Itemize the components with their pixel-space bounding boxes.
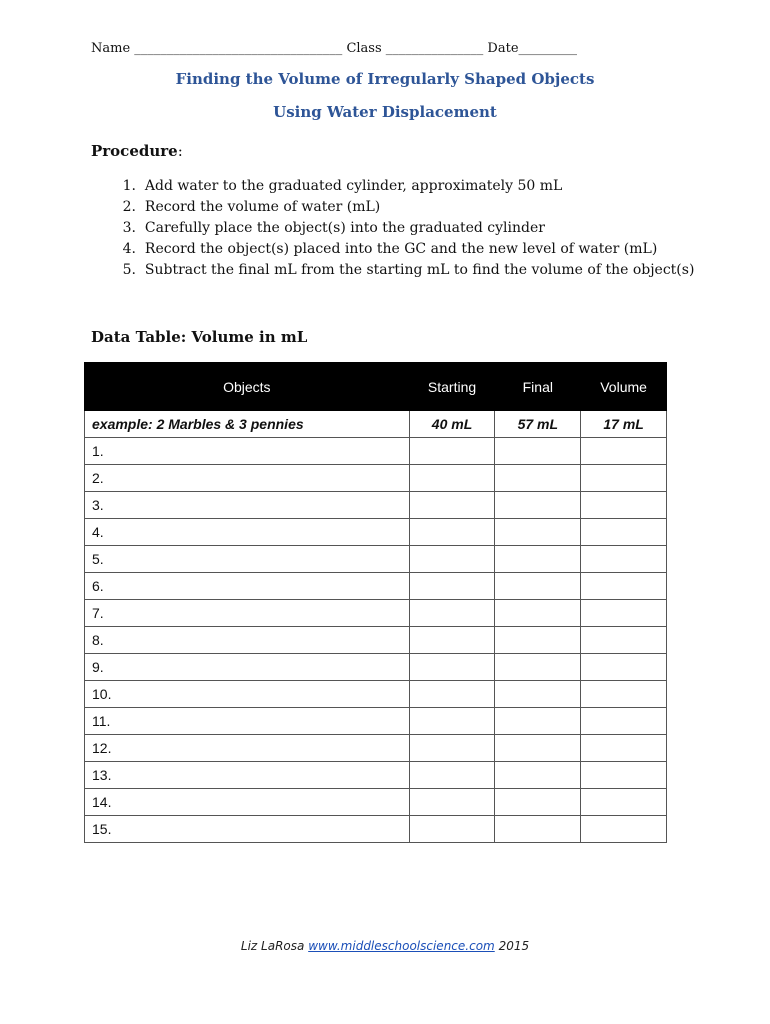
final-cell[interactable]	[495, 465, 581, 492]
step-number: 2.	[122, 199, 136, 215]
object-cell: 9.	[85, 654, 410, 681]
final-cell[interactable]	[495, 735, 581, 762]
starting-cell[interactable]	[409, 735, 495, 762]
final-cell[interactable]	[495, 816, 581, 843]
step-number: 1.	[122, 178, 136, 194]
final-cell[interactable]	[495, 546, 581, 573]
table-row	[85, 681, 667, 708]
volume-cell[interactable]	[581, 654, 667, 681]
volume-cell[interactable]	[581, 573, 667, 600]
object-cell: 5.	[85, 546, 410, 573]
starting-cell[interactable]	[409, 465, 495, 492]
footer-year: 2015	[498, 939, 530, 953]
column-header-starting: Starting	[409, 363, 495, 411]
name-label: Name	[91, 41, 131, 56]
final-cell[interactable]	[495, 492, 581, 519]
object-cell: 2.	[85, 465, 410, 492]
footer-credit	[0, 939, 770, 953]
volume-cell[interactable]	[581, 762, 667, 789]
starting-cell[interactable]	[409, 681, 495, 708]
data-table-heading: Data Table: Volume in mL	[91, 328, 308, 346]
date-label: Date	[487, 41, 519, 56]
object-cell: 11.	[85, 708, 410, 735]
table-row	[85, 627, 667, 654]
starting-cell[interactable]	[409, 546, 495, 573]
table-row	[85, 600, 667, 627]
procedure-step	[91, 176, 694, 197]
final-cell[interactable]	[495, 789, 581, 816]
table-row	[85, 573, 667, 600]
example-row	[85, 411, 667, 438]
column-header-final: Final	[495, 363, 581, 411]
final-cell[interactable]	[495, 627, 581, 654]
table-row	[85, 654, 667, 681]
starting-cell[interactable]	[409, 708, 495, 735]
step-text: Add water to the graduated cylinder, approximately 50 mL	[144, 178, 563, 194]
procedure-step	[91, 260, 694, 281]
step-text: Carefully place the object(s) into the graduated cylinder	[144, 220, 545, 236]
table-row	[85, 465, 667, 492]
procedure-heading-text: Procedure	[91, 142, 178, 160]
starting-cell[interactable]	[409, 573, 495, 600]
table-row	[85, 762, 667, 789]
footer-author: Liz LaRosa	[240, 939, 305, 953]
column-header-objects: Objects	[85, 363, 410, 411]
object-cell: 7.	[85, 600, 410, 627]
volume-cell[interactable]	[581, 465, 667, 492]
volume-cell[interactable]	[581, 600, 667, 627]
example-volume: 17 mL	[581, 411, 667, 438]
example-final: 57 mL	[495, 411, 581, 438]
starting-cell[interactable]	[409, 519, 495, 546]
student-info-line	[91, 41, 577, 56]
volume-cell[interactable]	[581, 681, 667, 708]
starting-cell[interactable]	[409, 789, 495, 816]
starting-cell[interactable]	[409, 627, 495, 654]
starting-cell[interactable]	[409, 816, 495, 843]
final-cell[interactable]	[495, 654, 581, 681]
data-table	[84, 362, 667, 843]
procedure-step	[91, 218, 694, 239]
final-cell[interactable]	[495, 519, 581, 546]
step-text: Record the object(s) placed into the GC and the new level of water (mL)	[144, 241, 658, 257]
table-row	[85, 735, 667, 762]
final-cell[interactable]	[495, 708, 581, 735]
starting-cell[interactable]	[409, 762, 495, 789]
name-blank[interactable]: ________________________________	[134, 41, 343, 56]
volume-cell[interactable]	[581, 816, 667, 843]
final-cell[interactable]	[495, 681, 581, 708]
procedure-heading	[91, 142, 183, 160]
final-cell[interactable]	[495, 600, 581, 627]
final-cell[interactable]	[495, 762, 581, 789]
volume-cell[interactable]	[581, 492, 667, 519]
step-number: 3.	[122, 220, 136, 236]
volume-cell[interactable]	[581, 627, 667, 654]
step-text: Subtract the final mL from the starting mL to find the volume of the object(s)	[144, 262, 695, 278]
table-row	[85, 519, 667, 546]
object-cell: 4.	[85, 519, 410, 546]
table-row	[85, 546, 667, 573]
table-row	[85, 816, 667, 843]
step-number: 4.	[122, 241, 136, 257]
object-cell: 14.	[85, 789, 410, 816]
volume-cell[interactable]	[581, 546, 667, 573]
procedure-steps	[91, 176, 694, 281]
final-cell[interactable]	[495, 438, 581, 465]
volume-cell[interactable]	[581, 735, 667, 762]
table-row	[85, 789, 667, 816]
object-cell: 15.	[85, 816, 410, 843]
procedure-step	[91, 197, 694, 218]
volume-cell[interactable]	[581, 519, 667, 546]
object-cell: 1.	[85, 438, 410, 465]
document-subtitle: Using Water Displacement	[273, 103, 497, 121]
column-header-volume: Volume	[581, 363, 667, 411]
date-blank[interactable]: _________	[518, 41, 578, 56]
class-blank[interactable]: _______________	[385, 41, 484, 56]
table-header-row	[85, 363, 667, 411]
document-title: Finding the Volume of Irregularly Shaped Objects	[175, 70, 595, 88]
example-object: example: 2 Marbles & 3 pennies	[85, 411, 410, 438]
example-starting: 40 mL	[409, 411, 495, 438]
class-label: Class	[346, 41, 382, 56]
procedure-colon: :	[177, 142, 183, 160]
object-cell: 10.	[85, 681, 410, 708]
volume-cell[interactable]	[581, 708, 667, 735]
volume-cell[interactable]	[581, 438, 667, 465]
procedure-step	[91, 239, 694, 260]
object-cell: 8.	[85, 627, 410, 654]
footer-link[interactable]: www.middleschoolscience.com	[308, 939, 495, 953]
starting-cell[interactable]	[409, 654, 495, 681]
object-cell: 12.	[85, 735, 410, 762]
final-cell[interactable]	[495, 573, 581, 600]
table-row	[85, 438, 667, 465]
step-text: Record the volume of water (mL)	[144, 199, 381, 215]
table-row	[85, 708, 667, 735]
starting-cell[interactable]	[409, 438, 495, 465]
table-row	[85, 492, 667, 519]
volume-cell[interactable]	[581, 789, 667, 816]
starting-cell[interactable]	[409, 492, 495, 519]
starting-cell[interactable]	[409, 600, 495, 627]
step-number: 5.	[122, 262, 136, 278]
object-cell: 6.	[85, 573, 410, 600]
object-cell: 3.	[85, 492, 410, 519]
object-cell: 13.	[85, 762, 410, 789]
